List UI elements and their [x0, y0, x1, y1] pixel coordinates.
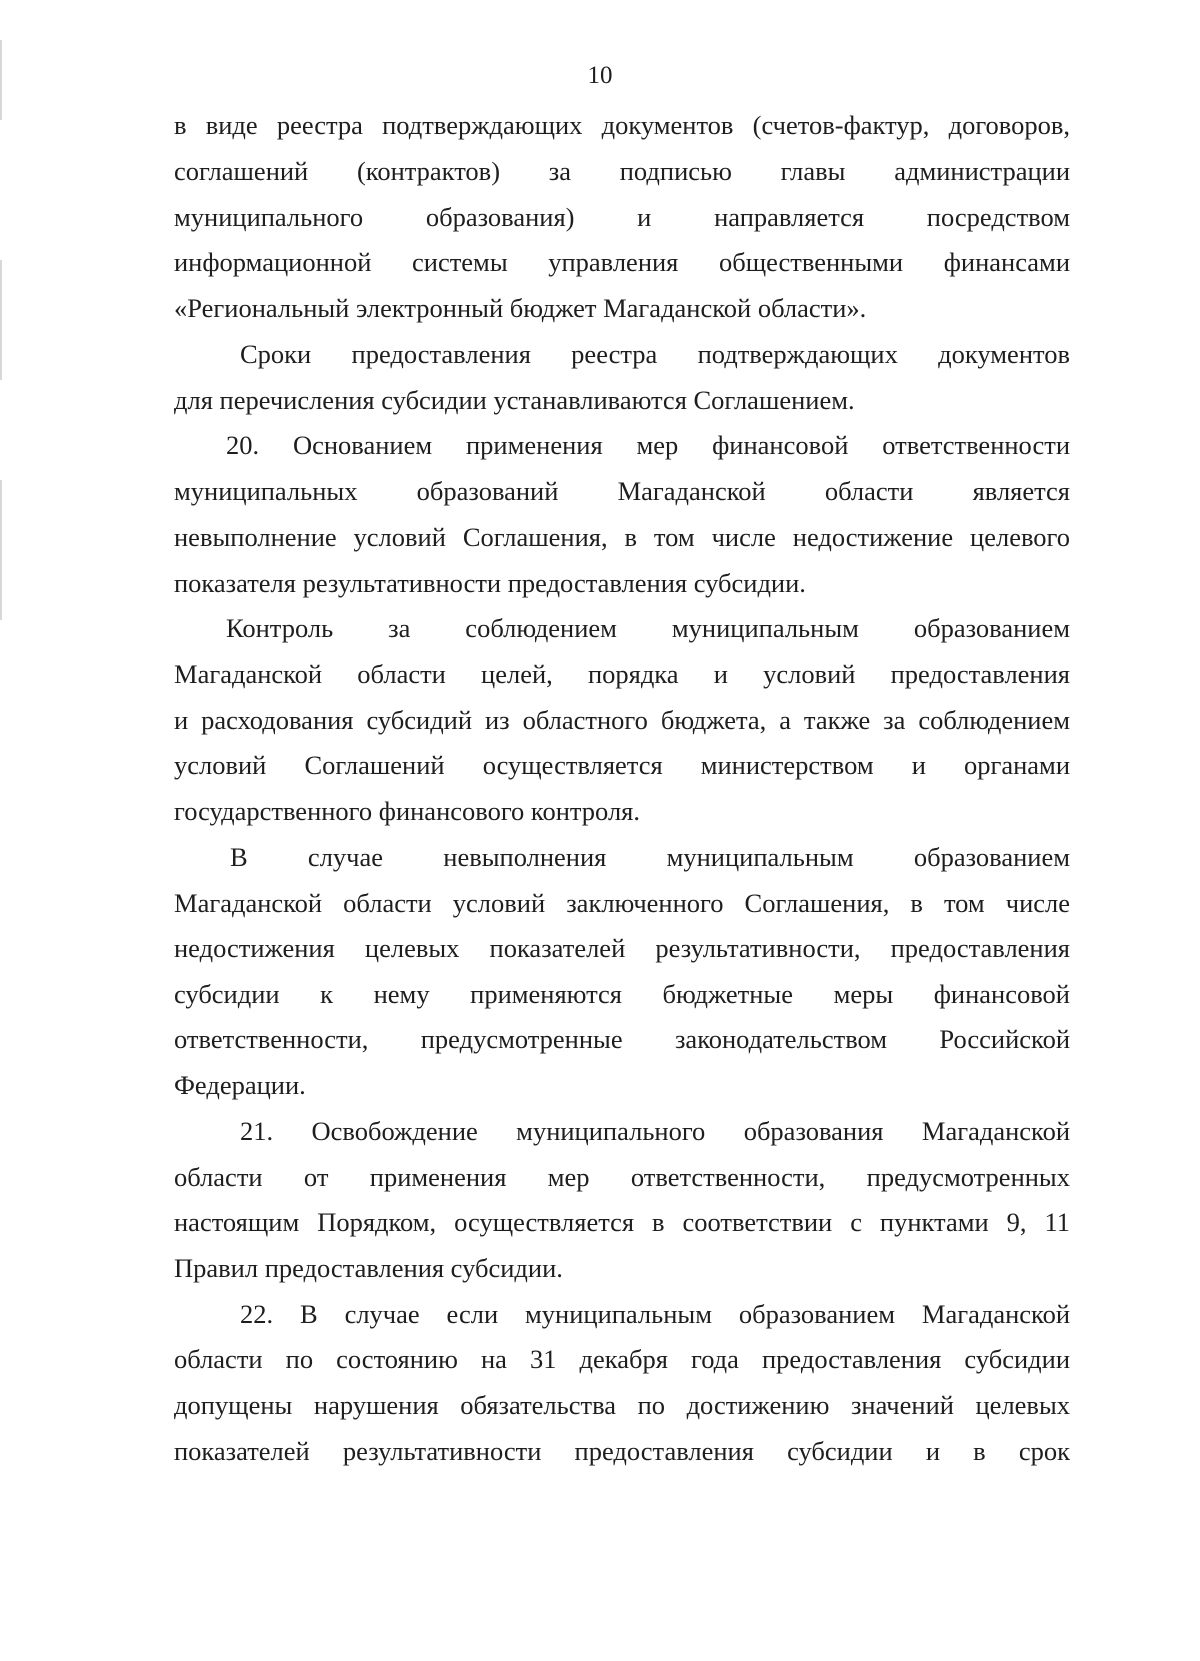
text-line: ответственности, предусмотренные законодательством Российской — [174, 1024, 1070, 1054]
text-line: 20. Основанием применения мер финансовой ответственности — [226, 430, 1070, 460]
text-line: недостижения целевых показателей результативности, предоставления — [174, 933, 1070, 963]
text-line: показателей результативности предоставления субсидии и в срок — [174, 1436, 1070, 1466]
text-line: государственного финансового контроля. — [174, 796, 640, 826]
text-line: «Региональный электронный бюджет Магаданской области». — [174, 293, 867, 323]
text-line: для перечисления субсидии устанавливаются Соглашением. — [174, 385, 855, 415]
text-line: В случае невыполнения муниципальным образованием — [230, 842, 1070, 872]
text-line: настоящим Порядком, осуществляется в соответствии с пунктами 9, 11 — [174, 1207, 1070, 1237]
text-line: субсидии к нему применяются бюджетные меры финансовой — [174, 979, 1070, 1009]
text-line: информационной системы управления общественными финансами — [174, 247, 1070, 277]
text-line: муниципальных образований Магаданской области является — [174, 476, 1070, 506]
text-line: показателя результативности предоставления субсидии. — [174, 568, 806, 598]
text-line: области по состоянию на 31 декабря года предоставления субсидии — [174, 1344, 1070, 1374]
text-line: Сроки предоставления реестра подтверждающих документов — [240, 339, 1070, 369]
text-line: в виде реестра подтверждающих документов (счетов-фактур, договоров, — [174, 110, 1070, 140]
text-line: муниципального образования) и направляется посредством — [174, 202, 1070, 232]
text-line: невыполнение условий Соглашения, в том числе недостижение целевого — [174, 522, 1070, 552]
text-line: Федерации. — [174, 1070, 306, 1100]
text-line: области от применения мер ответственности, предусмотренных — [174, 1162, 1070, 1192]
text-line: Магаданской области целей, порядка и условий предоставления — [174, 659, 1070, 689]
text-line: 22. В случае если муниципальным образованием Магаданской — [240, 1299, 1070, 1329]
scan-edge-mark — [0, 260, 2, 380]
text-line: Правил предоставления субсидии. — [174, 1253, 563, 1283]
text-line: соглашений (контрактов) за подписью главы администрации — [174, 156, 1070, 186]
text-line: допущены нарушения обязательства по достижению значений целевых — [174, 1390, 1070, 1420]
text-line: условий Соглашений осуществляется министерством и органами — [174, 750, 1070, 780]
text-line: 21. Освобождение муниципального образования Магаданской — [240, 1116, 1070, 1146]
text-line: Контроль за соблюдением муниципальным образованием — [226, 613, 1070, 643]
scan-edge-mark — [0, 480, 2, 620]
text-line: Магаданской области условий заключенного Соглашения, в том числе — [174, 888, 1070, 918]
text-line: и расходования субсидий из областного бюджета, а также за соблюдением — [174, 705, 1070, 735]
page-number: 10 — [587, 62, 613, 89]
